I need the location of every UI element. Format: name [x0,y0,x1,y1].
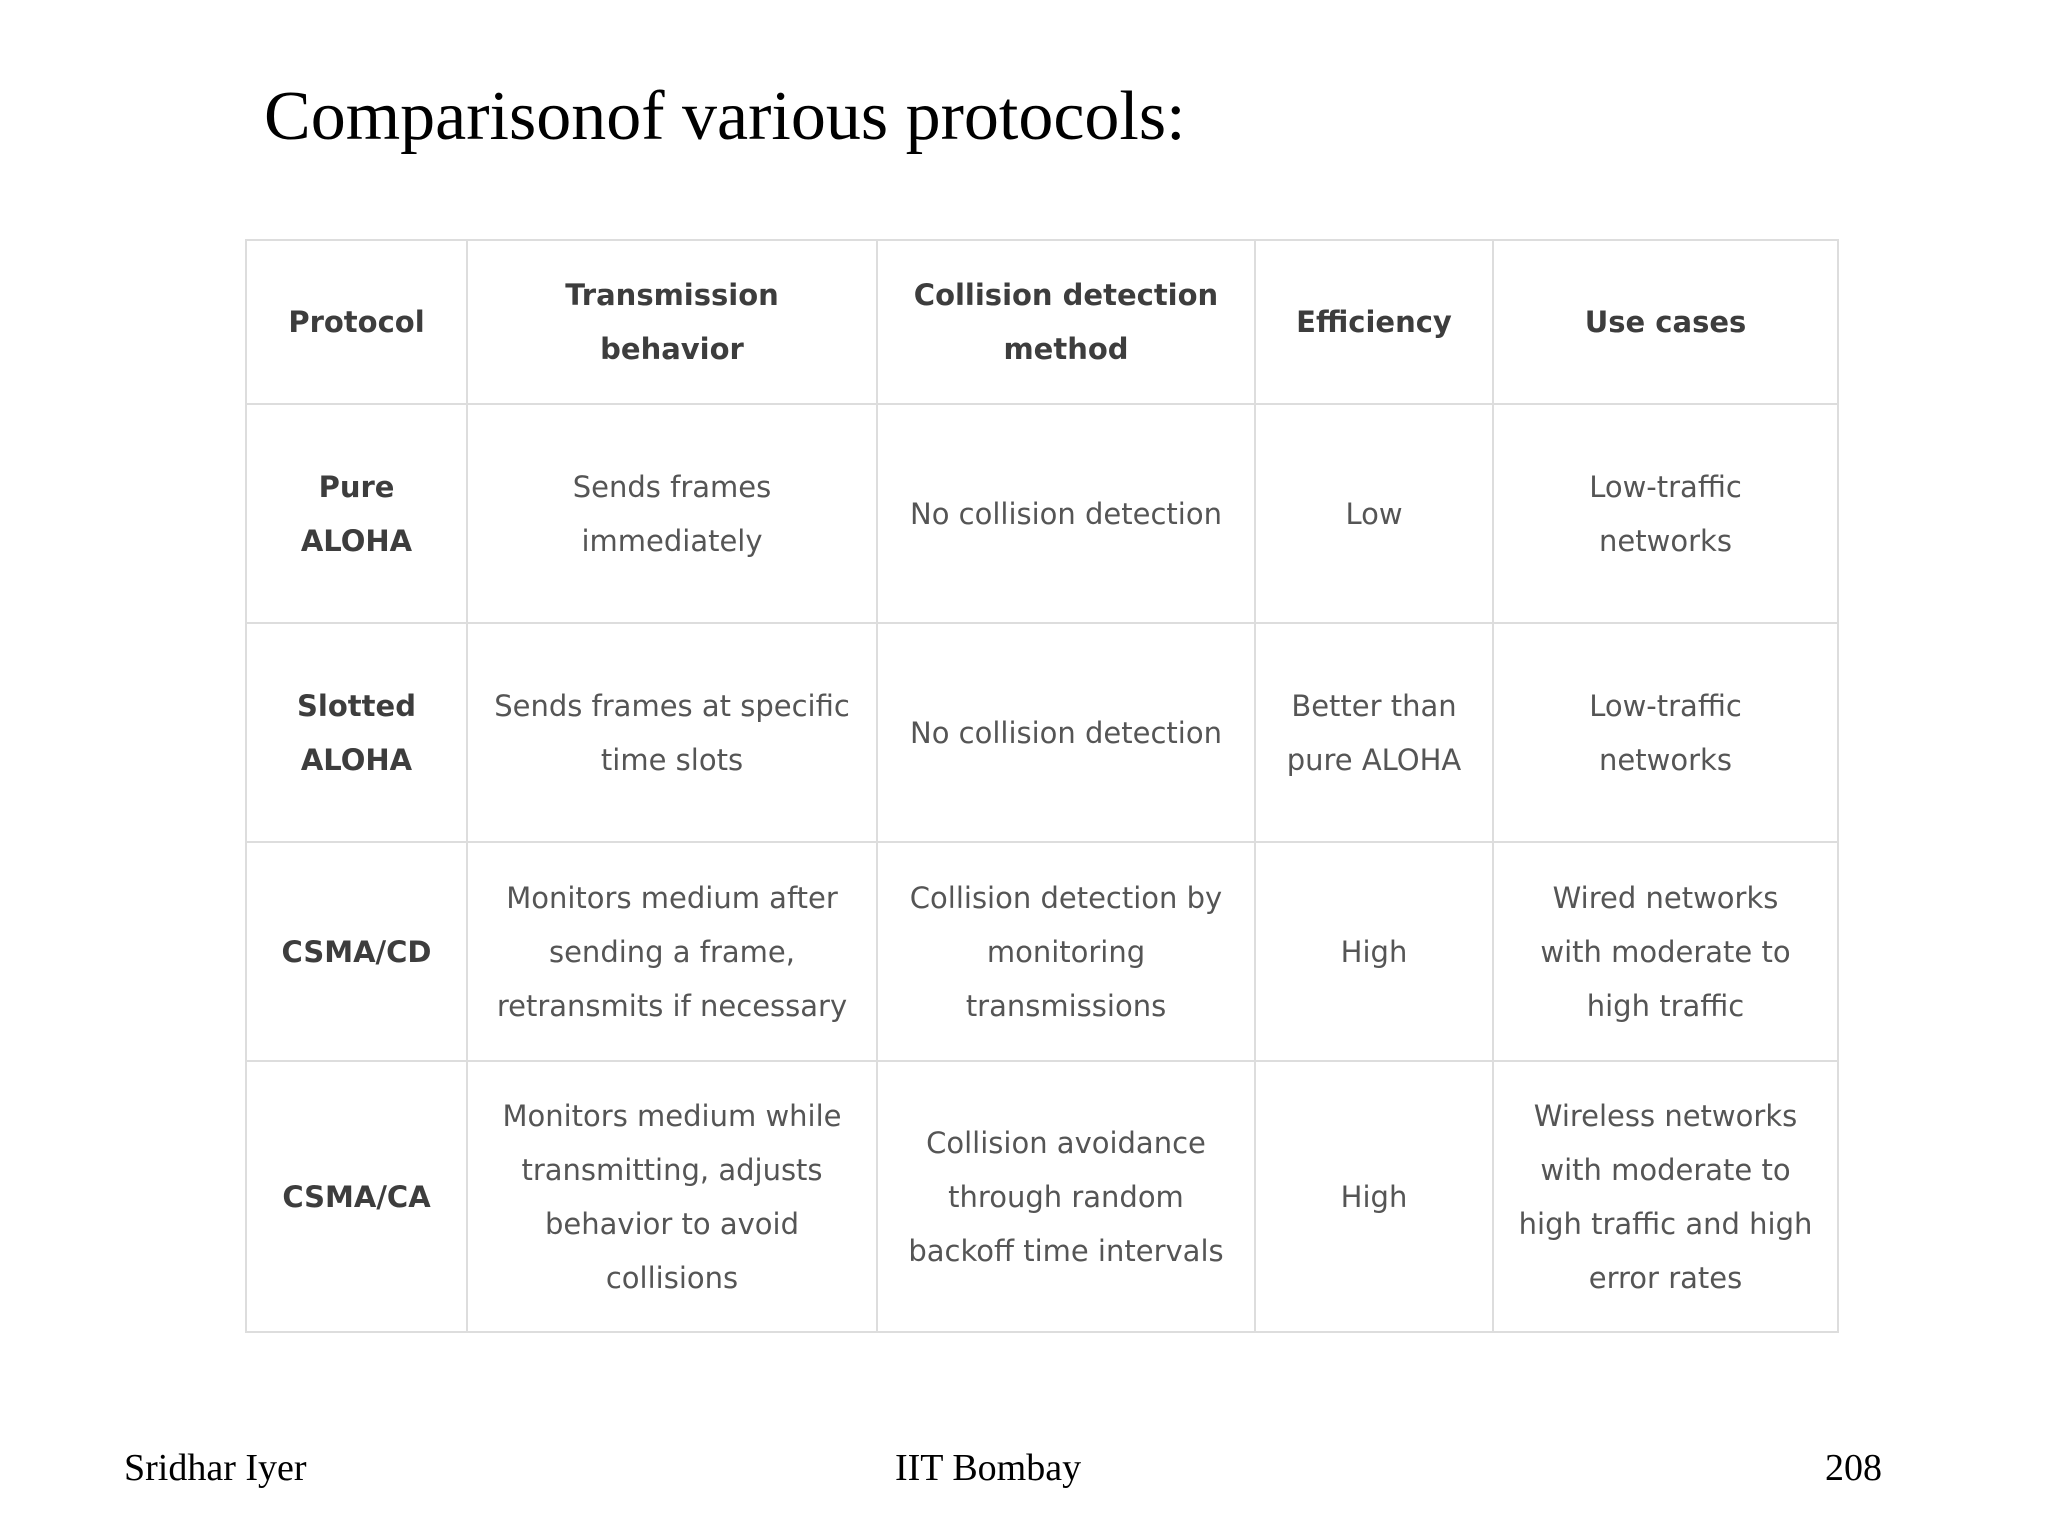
efficiency-cell: High [1255,1061,1493,1332]
efficiency-cell: Low [1255,404,1493,623]
efficiency-cell: High [1255,842,1493,1061]
protocol-name: Slotted ALOHA [246,623,467,842]
collision-method-cell: Collision avoidance through random backoff time intervals [877,1061,1255,1332]
header-use-cases: Use cases [1493,240,1838,404]
use-cases-cell: Low-traffic networks [1493,623,1838,842]
header-transmission-behavior: Transmission behavior [467,240,877,404]
collision-method-cell: Collision detection by monitoring transmissions [877,842,1255,1061]
footer-institution: IIT Bombay [895,1447,1082,1489]
footer-author: Sridhar Iyer [124,1447,307,1489]
transmission-behavior-cell: Sends frames at specific time slots [467,623,877,842]
table-row [246,404,1838,623]
header-efficiency: Efficiency [1255,240,1493,404]
use-cases-cell: Low-traffic networks [1493,404,1838,623]
protocol-comparison-table-container [245,239,1837,1331]
footer-page-number: 208 [1825,1447,1882,1489]
protocol-name: CSMA/CA [246,1061,467,1332]
table-row [246,842,1838,1061]
protocol-name: Pure ALOHA [246,404,467,623]
collision-method-cell: No collision detection [877,623,1255,842]
protocol-name: CSMA/CD [246,842,467,1061]
table-row [246,1061,1838,1332]
transmission-behavior-cell: Monitors medium while transmitting, adjusts behavior to avoid collisions [467,1061,877,1332]
transmission-behavior-cell: Monitors medium after sending a frame, retransmits if necessary [467,842,877,1061]
collision-method-cell: No collision detection [877,404,1255,623]
use-cases-cell: Wireless networks with moderate to high traffic and high error rates [1493,1061,1838,1332]
header-protocol: Protocol [246,240,467,404]
table-header-row [246,240,1838,404]
protocol-comparison-table [245,239,1839,1333]
slide-title: Comparisonof various protocols: [264,78,1186,155]
table-row [246,623,1838,842]
header-collision-detection-method: Collision detection method [877,240,1255,404]
efficiency-cell: Better than pure ALOHA [1255,623,1493,842]
transmission-behavior-cell: Sends frames immediately [467,404,877,623]
use-cases-cell: Wired networks with moderate to high traffic [1493,842,1838,1061]
